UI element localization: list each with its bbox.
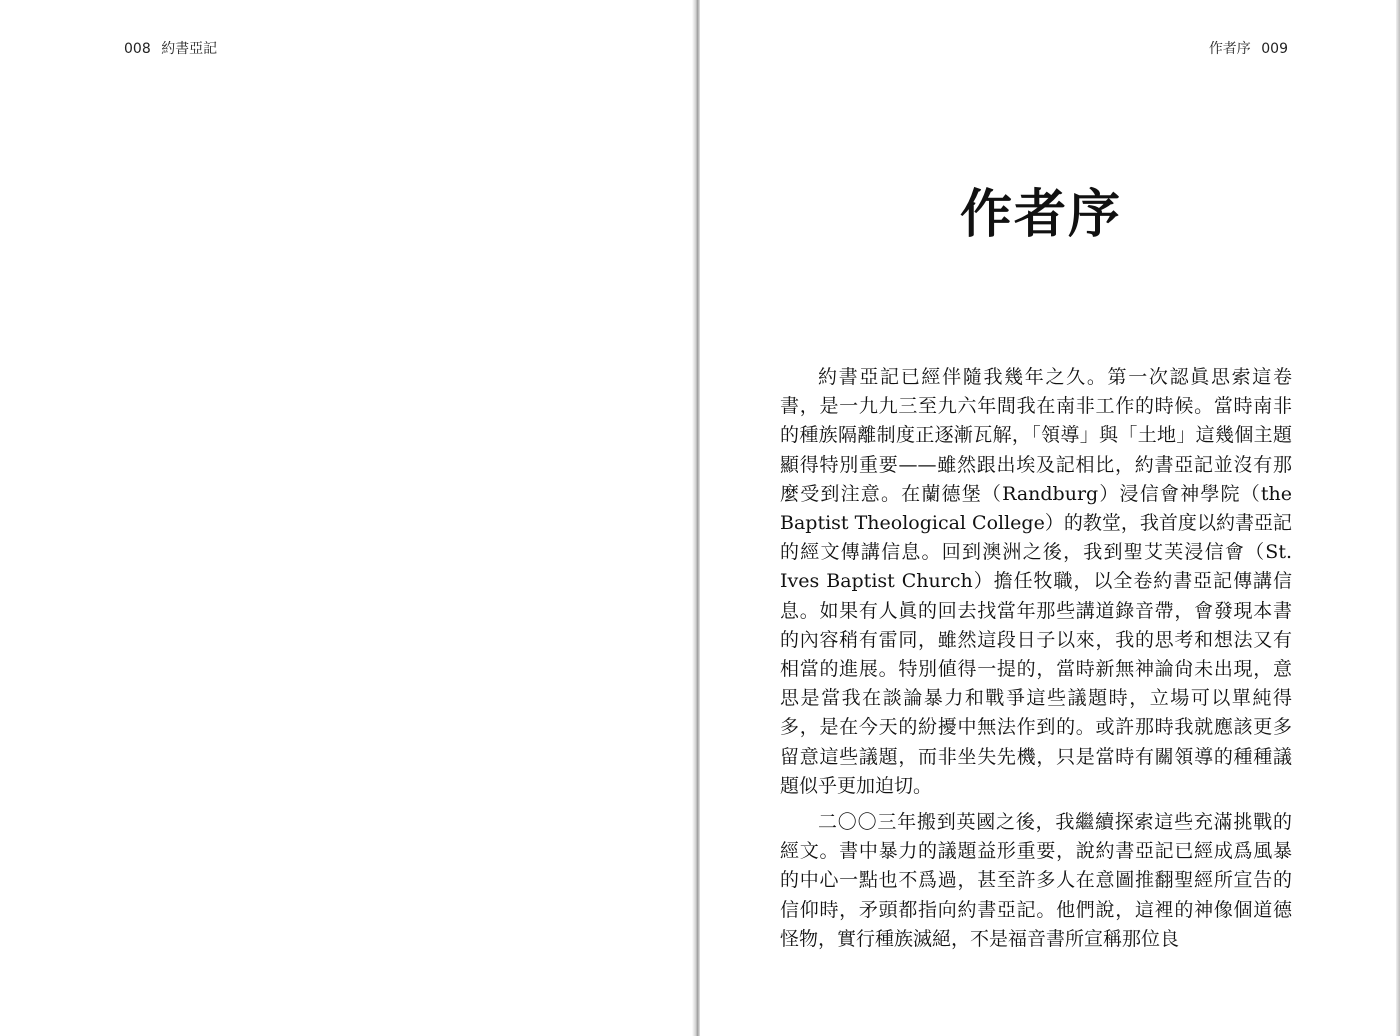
body-text (780, 363, 1292, 961)
page-edge (1396, 0, 1400, 1036)
left-running-head (118, 38, 217, 58)
section-title: 作者序 (1208, 41, 1251, 57)
left-page (0, 0, 696, 1036)
right-page-number: 009 (1261, 41, 1288, 57)
paragraph-1: 約書亞記已經伴隨我幾年之久。第一次認眞思索這卷書，是一九九三至九六年間我在南非工作的時候。當時南非的種族隔離制度正逐漸瓦解，「領導」與「土地」這幾個主題顯得特別重要——雖然跟出埃及記相比，約書亞記並沒有那麼受到注意。在蘭德堡（Randburg）浸信會神學院（the Baptist Theological College）的教堂，我首度以約書亞記的經文傳講信息。回到澳洲之後，我到聖艾芙浸信會（St. Ives Baptist Church）擔任牧職，以全卷約書亞記傳講信息。如果有人眞的回去找當年那些講道錄音帶，會發現本書的內容稍有雷同，雖然這段日子以來，我的思考和想法又有相當的進展。特別値得一提的，當時新無神論尙未出現，意思是當我在談論暴力和戰爭這些議題時，立場可以單純得多，是在今天的紛擾中無法作到的。或許那時我就應該更多留意這些議題，而非坐失先機，只是當時有關領導的種種議題似乎更加迫切。 (780, 366, 1292, 797)
right-page (700, 0, 1400, 1036)
chapter-title: 作者序 (960, 185, 1123, 245)
paragraph-2: 二〇〇三年搬到英國之後，我繼續探索這些充滿挑戰的經文。書中暴力的議題益形重要，說約書亞記已經成爲風暴的中心一點也不爲過，甚至許多人在意圖推翻聖經所宣告的信仰時，矛頭都指向約書亞記。他們說，這裡的神像個道德怪物，實行種族滅絕，不是福音書所宣稱那位良 (780, 811, 1292, 950)
book-title: 約書亞記 (161, 41, 218, 57)
left-page-number: 008 (124, 41, 151, 57)
right-running-head (1209, 38, 1294, 58)
